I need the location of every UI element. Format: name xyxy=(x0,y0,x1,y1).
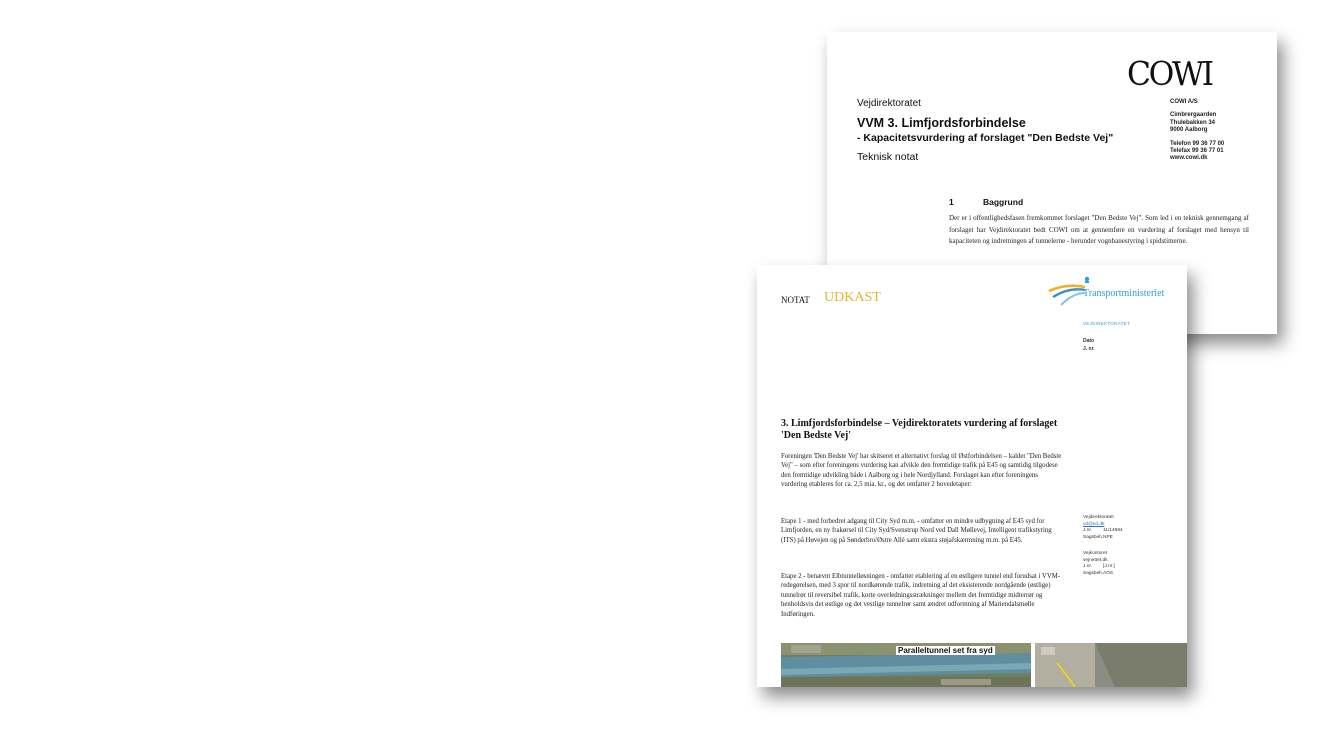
note-heading: 3. Limfjordsforbindelse – Vejdirektoratets vurdering af forslaget 'Den Bedste Vej' xyxy=(781,418,1058,441)
document-type: Teknisk notat xyxy=(857,151,919,163)
address-city: 9000 Aalborg xyxy=(1170,127,1208,134)
notat-label: NOTAT xyxy=(781,295,810,305)
note-paragraph-2: Etape 1 - med forbedret adgang til City Syd m.m. - omfatter en mindre udbygning af E45 syd for Limfjorden, en ny frakørsel til City Syd/Svenstrup Nord ved Dall Møllevej, Intelligent trafikstyring (ITS) på Høvejen og på Sønderbro/Østre Allé samt ekstra støjafskærmning m.m. på E45. xyxy=(781,518,1052,544)
address-fax: Telefax 99 36 77 01 xyxy=(1170,148,1224,155)
ministry-document-page xyxy=(757,265,1187,687)
photo-caption: Paralleltunnel set fra syd xyxy=(898,646,993,655)
address-street2: Thulebakken 34 xyxy=(1170,119,1216,126)
draft-label: UDKAST xyxy=(824,290,881,305)
contact-org: Vejkontoret xyxy=(1083,551,1108,556)
note-paragraph-3: Etape 2 - benævnt Elbtunnelløsningen - omfatter etablering af en østligere tunnel end forudsat i VVM-redegørelsen, med 3 spor til nordkørende trafik, indretning af det eksisterende nordgående (østlige) tunnelrør til reversibel trafik, korte overledningsstrækninger mellem det fremtidige midterrør og henholdsvis det østlige og det vestlige tunnelrør samt ændret udformning af Mariendalsmølle Indføringen. xyxy=(781,573,1061,618)
contact-web: vejnettet.dk xyxy=(1083,557,1108,563)
section-title: Baggrund xyxy=(983,197,1024,207)
address-street1: Cimbrergaarden xyxy=(1170,112,1217,119)
address-company: COWI A/S xyxy=(1170,99,1198,105)
contact-org: Vejdirektoratet xyxy=(1083,515,1114,520)
agency-label: VEJDIREKTORATET xyxy=(1083,321,1131,326)
client-name: Vejdirektoratet xyxy=(857,98,921,109)
contact-sagsbeh-row: Sagsbeh.AOS xyxy=(1083,570,1114,576)
meta-block xyxy=(1083,337,1095,353)
meta-jnr-label: J. nr. xyxy=(1083,346,1095,352)
cowi-address-block xyxy=(1170,99,1224,163)
ministry-name: Transportministeriet xyxy=(1083,288,1165,299)
document-subtitle: - Kapacitetsvurdering af forslaget "Den Bedste Vej" xyxy=(857,132,1114,144)
contact-jnr-row: J.nr. 11/14594 xyxy=(1083,528,1123,534)
contact-email: vd@vd.dk xyxy=(1083,521,1105,527)
cowi-logo: COWI xyxy=(1127,54,1212,93)
contact-jnr-row: J.nr. [J.nr.] xyxy=(1083,564,1115,570)
document-title: VVM 3. Limfjordsforbindelse xyxy=(857,116,1026,130)
note-paragraph-1: Foreningen 'Den Bedste Vej' har skitseret et alternativt forslag til Østforbindelsen – kaldet "Den Bedste Vej" – som efter foreningens vurdering kan afvikle den fremtidige trafik på E45 og samtidig tilgodese den fremtidige udvikling både i Aalborg og i hele Nordjylland. Forslaget kan efter foreningens vurdering etableres for ca. 2,5 mia. kr., og det omfatter 2 hovedetaper: xyxy=(781,453,1062,489)
aerial-photo-tunnel xyxy=(781,643,1031,687)
address-web: www.cowi.dk xyxy=(1170,155,1208,162)
meta-date-label: Dato xyxy=(1083,338,1095,344)
contact-block-vejdirektoratet xyxy=(1083,515,1123,541)
address-phone: Telefon 99 36 77 00 xyxy=(1170,140,1225,147)
section-body: Der er i offentlighedsfasen fremkommet forslaget "Den Bedste Vej". Som led i en teknisk gennemgang af forslaget har Vejdirektoratet bedt COWI om at gennemføre en vurdering af forslaget med hensyn til kapaciteten og indretningen af tunnelerne - herunder vognbanestyring i spidstimerne. xyxy=(949,214,1249,245)
aerial-photo-image-2 xyxy=(1035,643,1187,687)
aerial-photo-map xyxy=(1035,643,1187,687)
contact-sagsbeh-row: Sagsbeh.NPE xyxy=(1083,534,1113,540)
section-number: 1 xyxy=(949,197,954,207)
contact-block-vejkontoret xyxy=(1083,551,1123,577)
